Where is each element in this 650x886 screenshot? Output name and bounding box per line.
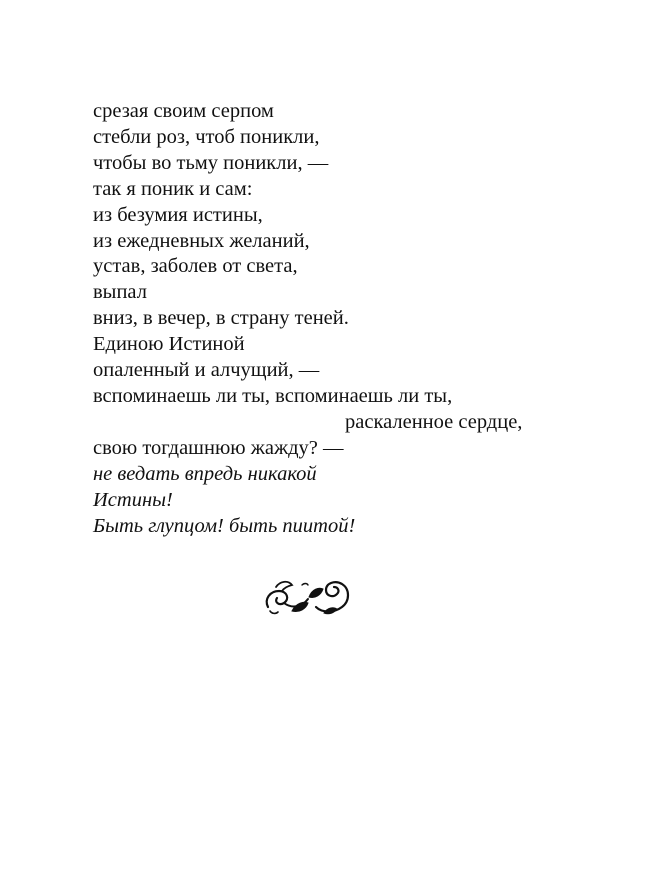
poem-line: устав, заболев от света, [93,255,298,278]
poem-line: вспоминаешь ли ты, вспоминаешь ли ты, [93,384,453,407]
poem-line: вниз, в вечер, в страну теней. [93,307,349,330]
poem-line: выпал [93,281,147,304]
poem-line: так я поник и сам: [93,177,253,200]
poem-line: Единою Истиной [93,333,245,356]
poem-line-italic: не ведать впредь никакой [93,462,317,485]
poem-line: свою тогдашнюю жажду? — [93,436,344,459]
poem-line: из ежедневных желаний, [93,229,310,252]
poem-line: из безумия истины, [93,203,263,226]
poem-line-indented: раскаленное сердце, [345,410,523,433]
poem-line: срезая своим серпом [93,100,274,122]
poem-line-italic: Быть глупцом! быть пиитой! [93,514,356,537]
poem-text [93,99,522,539]
poem-line: опаленный и алчущий, — [93,359,320,382]
floral-vignette-icon [262,577,354,617]
poem-line-italic: Истины! [93,488,173,511]
poem-line: стебли роз, чтоб поникли, [93,125,320,148]
poem-line: чтобы во тьму поникли, — [93,151,329,174]
